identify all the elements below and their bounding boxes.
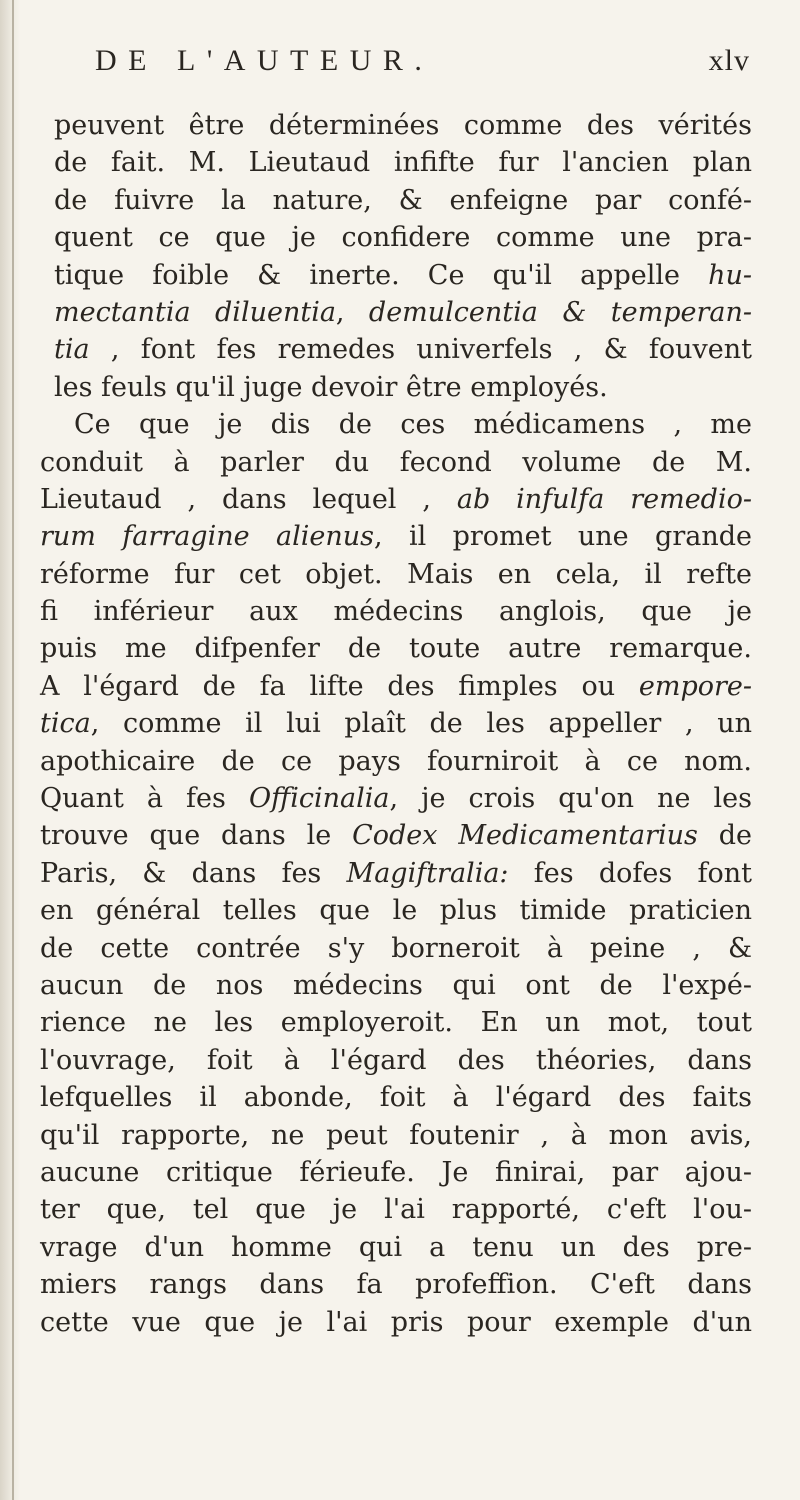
- text-run: rience ne les employeroit. En un mot, tout: [40, 1007, 752, 1039]
- text-run: ter que, tel que je l'ai rapporté, c'eft l'ou-: [40, 1194, 752, 1226]
- text-line: [40, 406, 752, 443]
- text-line: [40, 1117, 752, 1154]
- text-line: [40, 1266, 752, 1303]
- text-line: [54, 369, 752, 406]
- italic-term: mectantia diluentia: [54, 296, 336, 328]
- text-line: [40, 743, 752, 780]
- text-run: en général telles que le plus timide praticien: [40, 895, 752, 927]
- body-text: [40, 107, 752, 1341]
- italic-term: temperan-: [610, 296, 752, 328]
- text-run: [538, 297, 562, 328]
- text-line: [40, 967, 752, 1004]
- running-title: DE L'AUTEUR.: [95, 44, 434, 77]
- text-run: Lieutaud , dans lequel ,: [40, 483, 457, 515]
- text-run: de fait. M. Lieutaud infifte fur l'ancien plan: [54, 147, 752, 179]
- text-run: Quant à fes: [40, 783, 249, 815]
- text-run: quent ce que je confidere comme une pra-: [54, 222, 752, 254]
- text-line: [40, 556, 752, 593]
- italic-term: tica: [40, 708, 91, 740]
- binding-edge: [12, 0, 14, 1500]
- text-run: puis me difpenfer de toute autre remarque.: [40, 633, 752, 665]
- text-line: [40, 518, 752, 555]
- text-run: , comme il lui plaît de les appeller , un: [90, 708, 752, 740]
- text-run: de cette contrée s'y borneroit à peine , &: [40, 932, 752, 964]
- text-run: , il promet une grande: [373, 521, 752, 553]
- text-line: [40, 1004, 752, 1041]
- text-line: [40, 780, 752, 817]
- text-run: cette vue que je l'ai pris pour exemple d'un: [40, 1306, 752, 1338]
- italic-term: rum farragine alienus: [40, 521, 374, 553]
- italic-term: hu-: [708, 259, 752, 291]
- text-line: [40, 1191, 752, 1228]
- text-line: [40, 705, 752, 742]
- text-line: [54, 294, 752, 331]
- italic-term: tia: [54, 334, 90, 366]
- text-run: lefquelles il abonde, foit à l'égard des faits: [40, 1082, 752, 1114]
- text-line: [40, 1042, 752, 1079]
- text-line: [54, 182, 752, 219]
- text-line: [54, 219, 752, 256]
- running-head: [95, 44, 750, 84]
- text-line: [40, 1079, 752, 1116]
- text-line: [40, 444, 752, 481]
- text-run: , je crois qu'on ne les: [389, 783, 752, 815]
- italic-term: &: [562, 296, 587, 328]
- text-line: [54, 257, 752, 294]
- text-line: [40, 481, 752, 518]
- text-line: [40, 1229, 752, 1266]
- page-number: xlv: [708, 44, 750, 77]
- text-line: [40, 855, 752, 892]
- text-run: Paris, & dans fes: [40, 857, 347, 889]
- text-line: [54, 107, 752, 144]
- text-run: vrage d'un homme qui a tenu un des pre-: [40, 1231, 752, 1263]
- italic-term: Magiftralia:: [346, 857, 509, 889]
- text-run: aucune critique férieufe. Je finirai, par ajou-: [40, 1156, 752, 1188]
- text-run: de fuivre la nature, & enfeigne par confé-: [54, 184, 752, 216]
- text-run: conduit à parler du fecond volume de M.: [40, 446, 752, 478]
- text-run: trouve que dans le: [40, 820, 353, 852]
- text-line: [54, 331, 752, 368]
- text-run: de: [697, 820, 752, 852]
- italic-term: empore-: [638, 670, 752, 702]
- text-run: tique foible & inerte. Ce qu'il appelle: [54, 259, 709, 291]
- text-run: , font fes remedes univerfels , & fouvent: [89, 334, 752, 366]
- text-line: [40, 668, 752, 705]
- text-run: miers rangs dans fa profeffion. C'eft dans: [40, 1269, 752, 1301]
- text-run: aucun de nos médecins qui ont de l'expé-: [40, 969, 752, 1001]
- text-run: qu'il rapporte, ne peut foutenir , à mon avis,: [40, 1119, 752, 1151]
- italic-term: demulcentia: [368, 296, 538, 328]
- page-gutter: [0, 0, 20, 1500]
- text-run: Ce que je dis de ces médicamens , me: [74, 409, 752, 441]
- text-line: [40, 1304, 752, 1341]
- text-run: ,: [335, 296, 369, 328]
- text-run: l'ouvrage, foit à l'égard des théories, dans: [40, 1044, 752, 1076]
- text-line: [40, 630, 752, 667]
- text-line: [40, 817, 752, 854]
- italic-term: ab infulfa remedio-: [456, 483, 752, 515]
- text-run: peuvent être déterminées comme des vérités: [54, 110, 752, 141]
- text-run: apothicaire de ce pays fourniroit à ce nom.: [40, 745, 752, 777]
- text-line: [40, 593, 752, 630]
- text-run: [586, 297, 610, 328]
- text-run: réforme fur cet objet. Mais en cela, il refte: [40, 558, 752, 590]
- text-line: [40, 930, 752, 967]
- text-line: [40, 892, 752, 929]
- text-line: [54, 144, 752, 181]
- italic-term: Codex Medicamentarius: [352, 820, 698, 852]
- italic-term: Officinalia: [248, 783, 390, 815]
- text-run: A l'égard de fa lifte des fimples ou: [40, 670, 639, 702]
- text-run: les feuls qu'il juge devoir être employés.: [54, 371, 608, 403]
- text-run: fes dofes font: [508, 857, 752, 889]
- text-line: [40, 1154, 752, 1191]
- text-run: fi inférieur aux médecins anglois, que je: [40, 596, 752, 628]
